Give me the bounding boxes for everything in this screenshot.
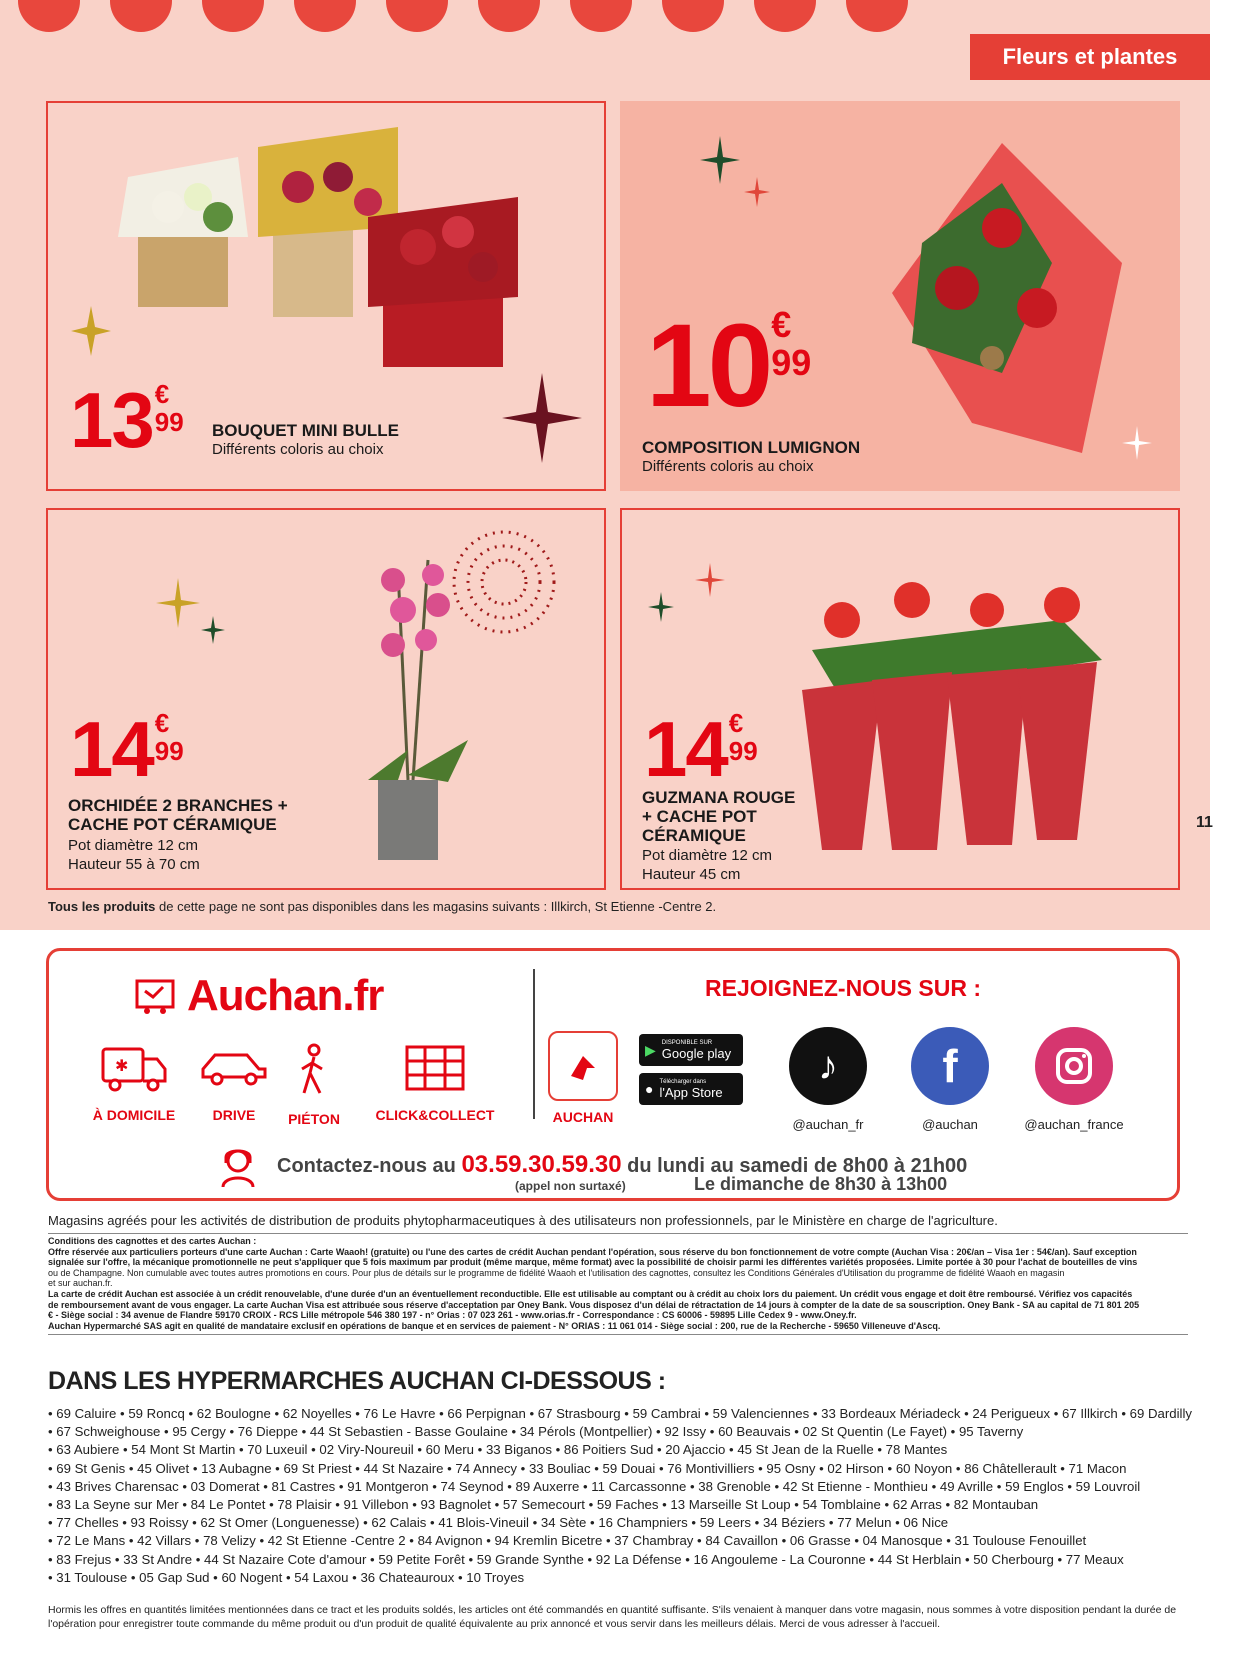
service-drive[interactable]: DRIVE xyxy=(179,1043,289,1123)
auchan-app[interactable]: AUCHAN xyxy=(547,1031,619,1125)
sparkle-icon xyxy=(71,306,111,356)
play-icon: ▶ xyxy=(645,1041,656,1058)
sparkle-icon xyxy=(502,373,582,463)
services-box xyxy=(46,948,1180,1201)
service-pieton[interactable]: PIÉTON xyxy=(259,1043,369,1127)
availability-note: Tous les produits de cette page ne sont pas disponibles dans les magasins suivants : Illkirch, St Etienne -Centre 2. xyxy=(48,899,717,914)
social-facebook[interactable]: f @auchan xyxy=(885,1027,1015,1132)
product-name: GUZMANA ROUGE + CACHE POT CÉRAMIQUE xyxy=(642,788,796,846)
guzmana-image xyxy=(772,560,1112,860)
stores-line: • 72 Le Mans • 42 Villars • 78 Velizy • 42 St Etienne -Centre 2 • 84 Avignon • 94 Kremlin Bicetre • 37 Chambray • 84 Cavaillon • 06 Grasse • 04 Manosque • 31 Toulouse Fenouillet xyxy=(48,1533,1087,1549)
stores-line: • 77 Chelles • 93 Roissy • 62 St Omer (Longuenesse) • 62 Calais • 41 Blois-Vineuil • 34 Sète • 16 Champniers • 59 Leers • 34 Béziers • 77 Melun • 06 Nice xyxy=(48,1515,949,1531)
pedestrian-icon xyxy=(294,1043,334,1097)
instagram-icon xyxy=(1052,1044,1096,1088)
headset-icon xyxy=(217,1145,259,1189)
sparkle-icon xyxy=(201,616,225,644)
join-title: REJOIGNEZ-NOUS SUR : xyxy=(705,975,982,1001)
service-domicile[interactable]: ✱ À DOMICILE xyxy=(79,1043,189,1123)
stores-line: • 43 Brives Charensac • 03 Domerat • 81 Castres • 91 Montgeron • 74 Seynod • 89 Auxerre • 11 Carcassonne • 38 Grenoble • 42 St Etienne - Monthieu • 49 Avrille • 59 Englos • 59 Louvroil xyxy=(48,1478,1141,1494)
facebook-icon: f xyxy=(942,1040,958,1092)
firework-decoration xyxy=(444,522,564,642)
page-number: 11 xyxy=(1196,814,1213,831)
product-desc: Pot diamètre 12 cm Hauteur 55 à 70 cm xyxy=(68,837,200,873)
product-name: ORCHIDÉE 2 BRANCHES + CACHE POT CÉRAMIQUE xyxy=(68,796,288,835)
contact-note: (appel non surtaxé) xyxy=(515,1179,626,1193)
product-desc: Pot diamètre 12 cm Hauteur 45 cm xyxy=(642,847,773,883)
phone-number[interactable]: 03.59.30.59.30 xyxy=(461,1151,622,1178)
stores-line: • 83 La Seyne sur Mer • 84 Le Pontet • 78 Plaisir • 91 Villebon • 93 Bagnolet • 57 Semecourt • 59 Faches • 13 Marseille St Loup • 54 Tomblaine • 62 Arras • 82 Montauban xyxy=(48,1497,1039,1513)
lumignon-image xyxy=(852,123,1132,463)
price-tag: 13 € 99 xyxy=(70,376,184,464)
stores-line: • 83 Frejus • 33 St Andre • 44 St Nazaire Cote d'amour • 59 Petite Forêt • 59 Grande Synthe • 92 La Défense • 16 Angouleme - La Couronne • 44 St Herblain • 50 Cherbourg • 77 Meaux xyxy=(48,1551,1124,1567)
stores-title: DANS LES HYPERMARCHES AUCHAN CI-DESSOUS : xyxy=(48,1367,666,1395)
stores-line: • 69 Caluire • 59 Roncq • 62 Boulogne • 62 Noyelles • 76 Le Havre • 66 Perpignan • 67 Strasbourg • 59 Cambrai • 59 Valenciennes • 33 Bordeaux Mériadeck • 24 Perigueux • 67 Illkirch • 69 Dardilly xyxy=(48,1406,1192,1421)
category-banner: Fleurs et plantes xyxy=(970,34,1210,80)
sparkle-icon xyxy=(744,177,770,207)
delivery-truck-icon xyxy=(99,1043,169,1093)
stores-line: • 31 Toulouse • 05 Gap Sud • 60 Nogent • 54 Laxou • 36 Chateauroux • 10 Troyes xyxy=(48,1569,525,1585)
stores-list xyxy=(48,1405,1198,1587)
stores-line: • 69 St Genis • 45 Olivet • 13 Aubagne • 69 St Priest • 44 St Nazaire • 74 Annecy • 33 Bouliac • 59 Douai • 76 Montivilliers • 95 Osny • 02 Hirson • 60 Noyon • 86 Châtellerault • 71 Macon xyxy=(48,1460,1127,1476)
app-store-button[interactable]: ● Télécharger dans l'App Store xyxy=(639,1073,743,1105)
sparkle-icon xyxy=(156,578,200,628)
product-card-orchidee[interactable] xyxy=(46,508,606,890)
social-tiktok[interactable]: ♪ @auchan_fr xyxy=(763,1027,893,1132)
apple-icon: ● xyxy=(645,1081,654,1097)
locker-icon xyxy=(403,1043,467,1093)
cart-logo-icon xyxy=(133,977,177,1015)
auchan-logo[interactable]: Auchan.fr xyxy=(133,971,383,1021)
decorative-dots xyxy=(0,0,960,40)
product-name: BOUQUET MINI BULLE xyxy=(212,421,399,440)
product-desc: Différents coloris au choix xyxy=(642,458,814,475)
divider xyxy=(533,969,535,1119)
svg-text:✱: ✱ xyxy=(115,1056,129,1075)
sparkle-icon xyxy=(695,563,725,597)
price-tag: 14 € 99 xyxy=(644,705,758,793)
bird-logo-icon xyxy=(563,1046,603,1086)
price-tag: 10 € 99 xyxy=(646,300,812,432)
contact-sunday: Le dimanche de 8h30 à 13h00 xyxy=(694,1174,948,1194)
social-instagram[interactable]: @auchan_france xyxy=(1009,1027,1139,1132)
contact-line: Contactez-nous au 03.59.30.59.30 du lundi au samedi de 8h00 à 21h00 xyxy=(277,1151,968,1178)
product-name: COMPOSITION LUMIGNON xyxy=(642,438,861,457)
sparkle-icon xyxy=(1122,426,1152,460)
tiktok-icon: ♪ xyxy=(818,1043,838,1088)
agreement-note: Magasins agréés pour les activités de distribution de produits phytopharmaceutiques à des utilisateurs non professionnels, par le Ministère en charge de l'agriculture. xyxy=(48,1213,998,1228)
stores-line: • 63 Aubiere • 54 Mont St Martin • 70 Luxeuil • 02 Viry-Noureuil • 60 Meru • 33 Biganos • 86 Poitiers Sud • 20 Ajaccio • 45 St Jean de la Ruelle • 78 Mantes xyxy=(48,1442,948,1458)
stores-line: • 67 Schweighouse • 95 Cergy • 76 Dieppe • 44 St Sebastien - Basse Goulaine • 34 Pérols (Montpellier) • 92 Issy • 60 Beauvais • 02 St Quentin (Le Fayet) • 95 Taverny xyxy=(48,1424,1024,1440)
sparkle-icon xyxy=(700,136,740,184)
footer-note: Hormis les offres en quantités limitées mentionnées dans ce tract et les produits soldés, les articles ont été commandés en quantité suffisante. S'ils venaient à manquer dans votre magasin, nous sommes à votre disposition pendant la durée de l'opération pour enregistrer toute commande du même produit ou d'un produit de qualité équivalente au prix annoncé et vous servir dans les meilleurs délais. Merci de vous adresser à l'accueil. xyxy=(48,1604,1177,1631)
service-click-collect[interactable]: CLICK&COLLECT xyxy=(365,1043,505,1123)
legal-conditions: Conditions des cagnottes et des cartes Auchan : Offre réservée aux particuliers porteurs d'une carte Auchan : Carte Waaoh! (gratuite) ou l'une des cartes de crédit Auchan pendant l'opération, sous réserve du bon fonctionnement de votre compte (Auchan Visa : 20€/an – Visa 1er : 54€/an). Sauf exception signalée sur l'offre, la mécanique promotionnelle ne peut s'appliquer que 5 fois maximum par produit (même marque, même format) avec la possibilité de choisir parmi les différentes variétés proposées. Limite portée à 30 pour l'achat de bouteilles de vins ou de Champagne. Non cumulable avec toutes autres promotions en cours. Pour plus de détails sur le programme de fidélité Waaoh et l'utilisation des cagnottes, consultez les Conditions Générales d'Utilisation du programme de fidélité Waaoh en magasin et sur auchan.fr. La carte de crédit Auchan est associée à un crédit renouvelable, d'une durée d'un an éventuellement reconductible. Elle est utilisable au comptant ou à crédit au choix lors du paiement. Un crédit vous engage et doit être remboursé. Vérifiez vos capacités de remboursement avant de vous engager. La carte Auchan Visa est attribuée sous réserve d'acceptation par Oney Bank. Vous disposez d'un délai de rétractation de 14 jours à compter de la date de sa souscription. Oney Bank - SA au capital de 71 801 205 € - Siège social : 34 avenue de Flandre 59170 CROIX - RCS Lille métropole 546 380 197 - n° Orias : 07 023 261 - www.orias.fr - Correspondance : CS 60006 - 59895 Lille Cedex 9 - www.Oney.fr. Auchan Hypermarché SAS agit en qualité de mandataire exclusif en opérations de banque et en services de paiement - N° ORIAS : 11 061 014 - Siège social : 200, rue de la Recherche - 59650 Villeneuve d'Ascq. xyxy=(48,1233,1188,1335)
bouquet-image xyxy=(98,117,558,367)
google-play-button[interactable]: ▶ DISPONIBLE SUR Google play xyxy=(639,1034,743,1066)
sparkle-icon xyxy=(648,592,674,622)
price-tag: 14 € 99 xyxy=(70,705,184,793)
product-desc: Différents coloris au choix xyxy=(212,441,384,458)
